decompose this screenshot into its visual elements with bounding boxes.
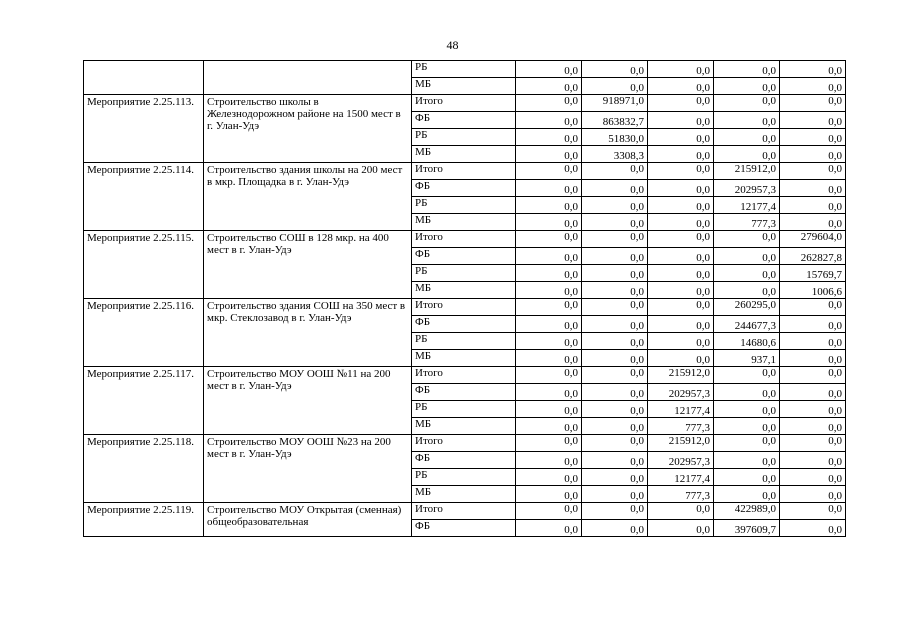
amount-cell: 0,0 [780,418,846,435]
amount-cell: 0,0 [780,486,846,503]
amount-cell: 0,0 [648,95,714,112]
amount-cell: 0,0 [516,112,582,129]
amount-cell: 397609,7 [714,520,780,537]
amount-cell: 0,0 [714,401,780,418]
amount-cell: 0,0 [780,112,846,129]
amount-cell: 51830,0 [582,129,648,146]
amount-cell: 0,0 [516,384,582,401]
amount-cell: 0,0 [582,163,648,180]
amount-cell: 0,0 [516,129,582,146]
funding-source-cell: ФБ [412,248,516,265]
amount-cell: 777,3 [714,214,780,231]
amount-cell: 0,0 [780,146,846,163]
funding-source-cell: Итого [412,231,516,248]
amount-cell: 0,0 [582,299,648,316]
amount-cell: 0,0 [714,282,780,299]
amount-cell: 0,0 [648,333,714,350]
funding-source-cell: МБ [412,486,516,503]
amount-cell: 0,0 [648,248,714,265]
amount-cell: 0,0 [648,520,714,537]
amount-cell: 0,0 [648,112,714,129]
amount-cell: 0,0 [780,452,846,469]
amount-cell: 0,0 [582,384,648,401]
event-id-cell: Мероприятие 2.25.113. [84,95,204,163]
amount-cell: 0,0 [780,503,846,520]
amount-cell: 0,0 [582,367,648,384]
funding-source-cell: ФБ [412,520,516,537]
amount-cell: 0,0 [648,197,714,214]
amount-cell: 0,0 [714,452,780,469]
description-cell-empty [204,61,412,95]
amount-cell: 202957,3 [648,452,714,469]
amount-cell: 0,0 [780,367,846,384]
amount-cell: 0,0 [582,61,648,78]
amount-cell: 260295,0 [714,299,780,316]
funding-source-cell: РБ [412,129,516,146]
amount-cell: 0,0 [648,129,714,146]
amount-cell: 0,0 [648,503,714,520]
funding-source-cell: МБ [412,418,516,435]
amount-cell: 0,0 [780,469,846,486]
amount-cell: 0,0 [714,384,780,401]
amount-cell: 0,0 [516,452,582,469]
amount-cell: 262827,8 [780,248,846,265]
amount-cell: 0,0 [582,197,648,214]
funding-source-cell: Итого [412,95,516,112]
event-id-cell: Мероприятие 2.25.119. [84,503,204,537]
amount-cell: 12177,4 [714,197,780,214]
amount-cell: 0,0 [648,78,714,95]
amount-cell: 0,0 [582,452,648,469]
amount-cell: 0,0 [516,61,582,78]
amount-cell: 0,0 [714,248,780,265]
amount-cell: 279604,0 [780,231,846,248]
amount-cell: 0,0 [582,350,648,367]
amount-cell: 0,0 [516,95,582,112]
amount-cell: 0,0 [516,282,582,299]
amount-cell: 0,0 [648,350,714,367]
amount-cell: 0,0 [780,61,846,78]
amount-cell: 863832,7 [582,112,648,129]
funding-source-cell: МБ [412,214,516,231]
event-description-cell: Строительство СОШ в 128 мкр. на 400 мест в г. Улан-Удэ [204,231,412,299]
amount-cell: 0,0 [582,231,648,248]
amount-cell: 0,0 [648,265,714,282]
amount-cell: 0,0 [516,180,582,197]
event-description-cell: Строительство МОУ ООШ №23 на 200 мест в г. Улан-Удэ [204,435,412,503]
amount-cell: 0,0 [516,418,582,435]
amount-cell: 0,0 [582,180,648,197]
amount-cell: 0,0 [516,469,582,486]
funding-source-cell: Итого [412,299,516,316]
amount-cell: 15769,7 [780,265,846,282]
funding-source-cell: Итого [412,435,516,452]
funding-source-cell: РБ [412,61,516,78]
amount-cell: 0,0 [780,401,846,418]
amount-cell: 0,0 [714,78,780,95]
amount-cell: 0,0 [516,265,582,282]
amount-cell: 777,3 [648,418,714,435]
event-description-cell: Строительство здания школы на 200 мест в мкр. Площадка в г. Улан-Удэ [204,163,412,231]
amount-cell: 0,0 [516,197,582,214]
amount-cell: 0,0 [780,350,846,367]
amount-cell: 422989,0 [714,503,780,520]
amount-cell: 0,0 [648,61,714,78]
event-id-cell: Мероприятие 2.25.116. [84,299,204,367]
amount-cell: 0,0 [714,146,780,163]
amount-cell: 215912,0 [714,163,780,180]
table-row [84,367,846,384]
funding-source-cell: РБ [412,469,516,486]
table-row [84,231,846,248]
amount-cell: 0,0 [780,78,846,95]
amount-cell: 0,0 [714,435,780,452]
funding-source-cell: ФБ [412,180,516,197]
table-row [84,61,846,78]
amount-cell: 0,0 [780,299,846,316]
amount-cell: 0,0 [516,486,582,503]
event-id-cell: Мероприятие 2.25.114. [84,163,204,231]
amount-cell: 0,0 [516,146,582,163]
amount-cell: 0,0 [714,129,780,146]
amount-cell: 0,0 [582,248,648,265]
amount-cell: 0,0 [516,248,582,265]
amount-cell: 0,0 [780,180,846,197]
event-description-cell: Строительство здания СОШ на 350 мест в мкр. Стеклозавод в г. Улан-Удэ [204,299,412,367]
amount-cell: 0,0 [780,333,846,350]
amount-cell: 0,0 [516,333,582,350]
amount-cell: 0,0 [516,367,582,384]
table-row [84,95,846,112]
amount-cell: 0,0 [648,146,714,163]
amount-cell: 14680,6 [714,333,780,350]
funding-source-cell: Итого [412,163,516,180]
table-row [84,163,846,180]
table-row [84,503,846,520]
amount-cell: 0,0 [780,197,846,214]
amount-cell: 0,0 [582,418,648,435]
amount-cell: 0,0 [714,486,780,503]
amount-cell: 202957,3 [648,384,714,401]
amount-cell: 0,0 [780,520,846,537]
amount-cell: 918971,0 [582,95,648,112]
event-cell-empty [84,61,204,95]
amount-cell: 0,0 [648,316,714,333]
amount-cell: 937,1 [714,350,780,367]
funding-source-cell: Итого [412,367,516,384]
budget-table-body [84,61,846,537]
amount-cell: 0,0 [714,418,780,435]
funding-source-cell: МБ [412,146,516,163]
amount-cell: 215912,0 [648,435,714,452]
event-description-cell: Строительство школы в Железнодорожном районе на 1500 мест в г. Улан-Удэ [204,95,412,163]
amount-cell: 0,0 [582,401,648,418]
table-row [84,435,846,452]
amount-cell: 0,0 [648,299,714,316]
amount-cell: 202957,3 [714,180,780,197]
amount-cell: 0,0 [516,316,582,333]
amount-cell: 0,0 [582,435,648,452]
funding-source-cell: Итого [412,503,516,520]
amount-cell: 0,0 [516,435,582,452]
funding-source-cell: ФБ [412,452,516,469]
amount-cell: 0,0 [582,486,648,503]
amount-cell: 0,0 [714,265,780,282]
amount-cell: 0,0 [780,163,846,180]
amount-cell: 0,0 [780,129,846,146]
funding-source-cell: МБ [412,282,516,299]
amount-cell: 0,0 [648,282,714,299]
amount-cell: 0,0 [780,384,846,401]
amount-cell: 0,0 [714,95,780,112]
amount-cell: 244677,3 [714,316,780,333]
event-description-cell: Строительство МОУ ООШ №11 на 200 мест в г. Улан-Удэ [204,367,412,435]
amount-cell: 0,0 [516,299,582,316]
funding-source-cell: ФБ [412,384,516,401]
funding-source-cell: РБ [412,265,516,282]
amount-cell: 0,0 [516,231,582,248]
amount-cell: 0,0 [648,214,714,231]
amount-cell: 0,0 [648,163,714,180]
amount-cell: 0,0 [516,163,582,180]
amount-cell: 0,0 [582,520,648,537]
funding-source-cell: ФБ [412,112,516,129]
event-id-cell: Мероприятие 2.25.115. [84,231,204,299]
amount-cell: 0,0 [516,503,582,520]
amount-cell: 0,0 [582,503,648,520]
amount-cell: 12177,4 [648,469,714,486]
amount-cell: 0,0 [648,180,714,197]
amount-cell: 0,0 [714,231,780,248]
amount-cell: 0,0 [780,316,846,333]
amount-cell: 1006,6 [780,282,846,299]
budget-table [83,60,846,537]
amount-cell: 0,0 [582,316,648,333]
amount-cell: 0,0 [516,214,582,231]
funding-source-cell: ФБ [412,316,516,333]
amount-cell: 777,3 [648,486,714,503]
amount-cell: 0,0 [582,333,648,350]
amount-cell: 215912,0 [648,367,714,384]
amount-cell: 12177,4 [648,401,714,418]
amount-cell: 0,0 [714,367,780,384]
event-description-cell: Строительство МОУ Открытая (сменная) общеобразовательная [204,503,412,537]
amount-cell: 0,0 [714,469,780,486]
amount-cell: 0,0 [582,78,648,95]
funding-source-cell: РБ [412,333,516,350]
amount-cell: 0,0 [648,231,714,248]
amount-cell: 0,0 [582,214,648,231]
amount-cell: 0,0 [516,350,582,367]
table-row [84,299,846,316]
funding-source-cell: РБ [412,197,516,214]
amount-cell: 0,0 [714,61,780,78]
amount-cell: 0,0 [780,435,846,452]
amount-cell: 0,0 [516,520,582,537]
funding-source-cell: МБ [412,78,516,95]
amount-cell: 0,0 [516,401,582,418]
amount-cell: 0,0 [714,112,780,129]
amount-cell: 0,0 [780,214,846,231]
amount-cell: 3308,3 [582,146,648,163]
amount-cell: 0,0 [582,469,648,486]
event-id-cell: Мероприятие 2.25.118. [84,435,204,503]
amount-cell: 0,0 [516,78,582,95]
event-id-cell: Мероприятие 2.25.117. [84,367,204,435]
funding-source-cell: МБ [412,350,516,367]
page-number: 48 [446,38,459,52]
funding-source-cell: РБ [412,401,516,418]
amount-cell: 0,0 [582,265,648,282]
amount-cell: 0,0 [582,282,648,299]
amount-cell: 0,0 [780,95,846,112]
